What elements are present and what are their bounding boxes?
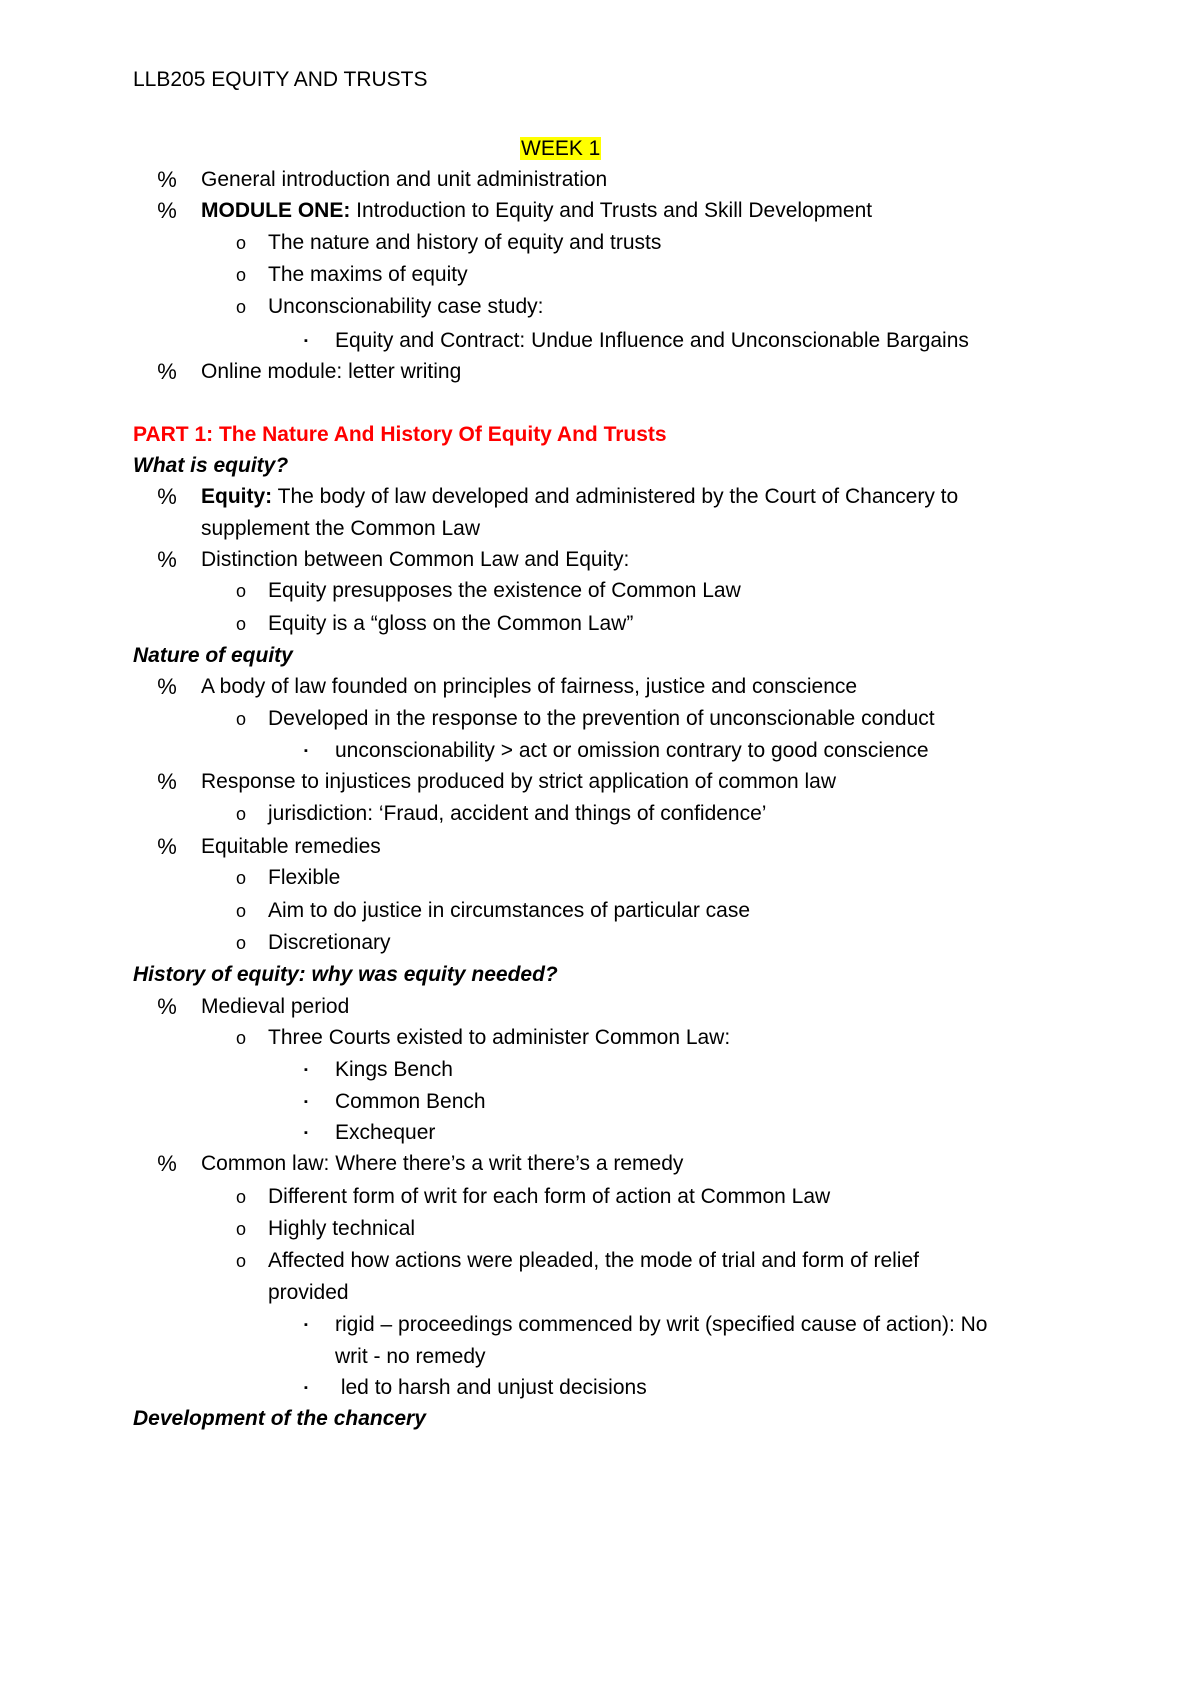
- bullet-square-icon: ▪: [304, 1096, 308, 1108]
- bullet-percent-icon: %: [157, 167, 177, 192]
- bullet-percent-icon: %: [157, 674, 177, 699]
- bullet-circle-icon: o: [235, 233, 246, 253]
- section-heading: Nature of equity: [133, 644, 293, 667]
- section-heading: History of equity: why was equity needed?: [133, 963, 558, 986]
- bullet-circle-icon: o: [235, 709, 246, 729]
- week-label-highlighted: WEEK 1: [521, 137, 601, 160]
- bullet-circle-icon: o: [235, 933, 246, 953]
- part-heading: PART 1: The Nature And History Of Equity And Trusts: [133, 423, 667, 446]
- bullet-percent-icon: %: [157, 198, 177, 223]
- bullet-square-icon: ▪: [304, 1127, 308, 1139]
- bullet-circle-icon: o: [235, 265, 246, 285]
- bullet-circle-icon: o: [235, 297, 246, 317]
- bullet-percent-icon: %: [157, 834, 177, 859]
- bullet-circle-icon: o: [235, 1219, 246, 1239]
- bullet-percent-icon: %: [157, 359, 177, 384]
- week-heading: [520, 136, 601, 162]
- bullet-percent-icon: %: [157, 769, 177, 794]
- bullet-square-icon: ▪: [304, 1064, 308, 1076]
- bullet-percent-icon: %: [157, 547, 177, 572]
- bullet-percent-icon: %: [157, 994, 177, 1019]
- section-heading: Development of the chancery: [133, 1407, 426, 1430]
- bullet-circle-icon: o: [235, 1028, 246, 1048]
- bullet-circle-icon: o: [235, 901, 246, 921]
- bullet-circle-icon: o: [235, 581, 246, 601]
- course-title: LLB205 EQUITY AND TRUSTS: [133, 68, 428, 91]
- bullet-circle-icon: o: [235, 1251, 246, 1271]
- bullet-percent-icon: %: [157, 1151, 177, 1176]
- document-page: LLB205 EQUITY AND TRUSTS WEEK 1 % General introduction and unit administration % MODULE ONE: Introduction to Equity and Trusts and Skill Development o The nature and history of equity and trusts o The maxims of equity o Unconscionability case study: ▪ Equity and Contract: Undue Influence and Unconscionable Bargains % Online module: letter writing PART 1: The Nature And History Of Equity And Trusts What is equity? % Equity: The body of law developed and administered by the Court of Chancery to supplement the Common Law % Distinction between Common Law and Equity: o Equity presupposes the existence of Common Law o Equity is a “gloss on the Common Law” Nature of equity % A body of law founded on principles of fairness, justice and conscience o Developed in the response to the prevention of unconscionable conduct ▪ unconscionability > act or omission contrary to good conscience % Response to injustices produced by strict application of common law o jurisdiction: ‘Fraud, accident and things of confidence’ % Equitable remedies o Flexible o Aim to do justice in circumstances of particular case o Discretionary History of equity: why was equity needed? % Medieval period o Three Courts existed to administer Common Law: ▪ Kings Bench ▪ Common Bench ▪ Exchequer % Common law: Where there’s a writ there’s a remedy o Different form of writ for each form of action at Common Law o Highly technical o Affected how actions were pleaded, the mode of trial and form of relief provided ▪ rigid – proceedings commenced by writ (specified cause of action): No writ - no remedy ▪ led to harsh and unjust decisions Development of the chancery: [133, 68, 988, 1430]
- bullet-square-icon: ▪: [304, 1319, 308, 1331]
- section-heading: What is equity?: [133, 454, 289, 477]
- bullet-circle-icon: o: [235, 1187, 246, 1207]
- bullet-circle-icon: o: [235, 614, 246, 634]
- bullet-square-icon: ▪: [304, 745, 308, 757]
- bullet-circle-icon: o: [235, 868, 246, 888]
- bullet-square-icon: ▪: [304, 1382, 308, 1394]
- bullet-percent-icon: %: [157, 484, 177, 509]
- bullet-square-icon: ▪: [304, 335, 308, 347]
- bullet-circle-icon: o: [235, 804, 246, 824]
